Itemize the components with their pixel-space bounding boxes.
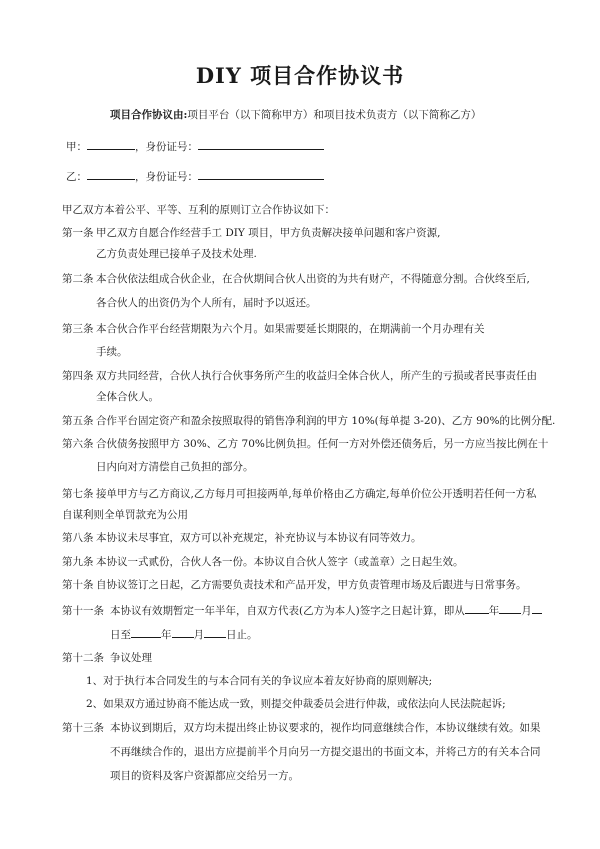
article-3-cont: 手续。	[96, 346, 128, 358]
article-6	[62, 437, 548, 451]
party-a-name-blank[interactable]	[87, 138, 135, 150]
article-text: 合作平台固定资产和盈余按照取得的销售净利润的甲方 10%(每单提 3-20)、乙方 90%的比例分配.	[96, 415, 556, 427]
start-month-blank[interactable]	[499, 602, 521, 614]
article-number: 第十三条	[62, 722, 104, 734]
start-year-blank[interactable]	[465, 602, 489, 614]
article-9	[62, 555, 464, 569]
article-text: 接单甲方与乙方商议,乙方每月可担接两单,每单价格由乙方确定,每单价位公开透明若任何一方私	[96, 488, 537, 500]
article-text: 甲乙双方自愿合作经营手工 DIY 项目，甲方负责解决接单问题和客户资源,	[96, 227, 441, 239]
article-heading: 争议处理	[110, 652, 152, 664]
end-year-blank[interactable]	[131, 626, 161, 638]
article-4	[62, 369, 537, 383]
article-number: 第十一条	[62, 605, 104, 617]
article-1	[62, 226, 441, 240]
preamble: 甲乙双方本着公平、平等、互利的原则订立合作协议如下：	[62, 204, 335, 216]
party-b-line	[66, 168, 324, 184]
article-12-item-2: 2、如果双方通过协商不能达成一致，则提交仲裁委员会进行仲裁，或依法向人民法院起诉;	[86, 698, 506, 710]
page-title: DIY 项目合作协议书	[195, 63, 405, 88]
article-text: 本协议一式贰份，合伙人各一份。本协议自合伙人签字（或盖章）之日起生效。	[96, 556, 464, 568]
party-b-label: 乙：	[66, 171, 87, 183]
party-b-name-blank[interactable]	[87, 168, 135, 180]
article-10	[62, 578, 527, 592]
article-5	[62, 414, 555, 428]
article-text: 本协议有效期暂定一年半年，自双方代表(乙方为本人)签字之日起计算，即从	[110, 605, 465, 617]
article-text: 合伙债务按照甲方 30%、乙方 70%比例负担。任何一方对外偿还债务后，另一方应当按比例在十	[96, 438, 549, 450]
article-text: 自协议签订之日起，乙方需要负责技术和产品开发，甲方负责管理市场及后跟进与日常事务。	[96, 579, 527, 591]
article-text: 本协议到期后，双方均未提出终止协议要求的，视作均同意继续合作，本协议继续有效。如果	[110, 722, 541, 734]
party-a-id-blank[interactable]	[198, 138, 324, 150]
article-6-cont: 日内向对方清偿自己负担的部分。	[96, 461, 254, 473]
article-4-cont: 全体合伙人。	[96, 391, 159, 403]
end-day-blank[interactable]	[204, 626, 226, 638]
end-month-label: 月	[193, 629, 204, 641]
article-text: 本合伙合作平台经营期限为六个月。如果需要延长期限的，在期满前一个月办理有关	[96, 323, 485, 335]
party-a-line	[66, 138, 324, 154]
article-12-item-1: 1、对于执行本合同发生的与本合同有关的争议应本着友好协商的原则解决;	[86, 675, 433, 687]
article-number: 第七条	[62, 488, 94, 500]
article-11-cont	[110, 626, 258, 642]
start-month-label: 月	[521, 605, 532, 617]
party-a-label: 甲：	[66, 141, 87, 153]
intro-text: 项目平台（以下简称甲方）和项目技术负责方（以下简称乙方）	[187, 109, 482, 121]
article-number: 第十二条	[62, 652, 104, 664]
article-number: 第四条	[62, 370, 94, 382]
article-7-cont: 自谋利则全单罚款充为公用	[62, 509, 188, 521]
start-day-blank[interactable]	[532, 602, 542, 614]
party-a-id-label: ，身份证号：	[135, 141, 198, 153]
start-year-label: 年	[488, 605, 500, 617]
article-3	[62, 322, 485, 336]
article-7	[62, 487, 537, 501]
intro-line	[110, 108, 481, 122]
article-text: 本协议未尽事宜，双方可以补充规定，补充协议与本协议有同等效力。	[96, 532, 422, 544]
article-number: 第六条	[62, 438, 94, 450]
end-day-label: 日止。	[226, 629, 258, 641]
end-year-label: 年	[161, 629, 172, 641]
article-number: 第一条	[62, 227, 94, 239]
article-8	[62, 531, 422, 545]
article-12	[62, 651, 152, 665]
article-13-cont-2: 项目的资料及客户资源都应交给另一方。	[110, 770, 299, 782]
article-13	[62, 721, 541, 735]
party-b-id-blank[interactable]	[198, 168, 324, 180]
article-text: 本合伙依法组成合伙企业，在合伙期间合伙人出资的为共有财产，不得随意分割。合伙终至后,	[96, 273, 530, 285]
article-number: 第三条	[62, 323, 94, 335]
article-13-cont-1: 不再继续合作的，退出方应提前半个月向另一方提交退出的书面文本，并将己方的有关本合同	[110, 746, 541, 758]
intro-label: 项目合作协议由:	[110, 109, 188, 121]
start-day-label: 日至	[110, 629, 131, 641]
article-11	[62, 602, 542, 618]
article-text: 双方共同经营，合伙人执行合伙事务所产生的收益归全体合伙人，所产生的亏损或者民事责任由	[96, 370, 537, 382]
article-number: 第八条	[62, 532, 94, 544]
article-number: 第九条	[62, 556, 94, 568]
article-number: 第二条	[62, 273, 94, 285]
article-2	[62, 272, 530, 286]
end-month-blank[interactable]	[172, 626, 194, 638]
article-2-cont: 各合伙人的出资仍为个人所有，届时予以返还。	[96, 297, 317, 309]
article-number: 第十条	[62, 579, 94, 591]
party-b-id-label: ，身份证号：	[135, 171, 198, 183]
article-number: 第五条	[62, 415, 94, 427]
article-1-cont: 乙方负责处理已接单子及技术处理.	[96, 248, 257, 260]
